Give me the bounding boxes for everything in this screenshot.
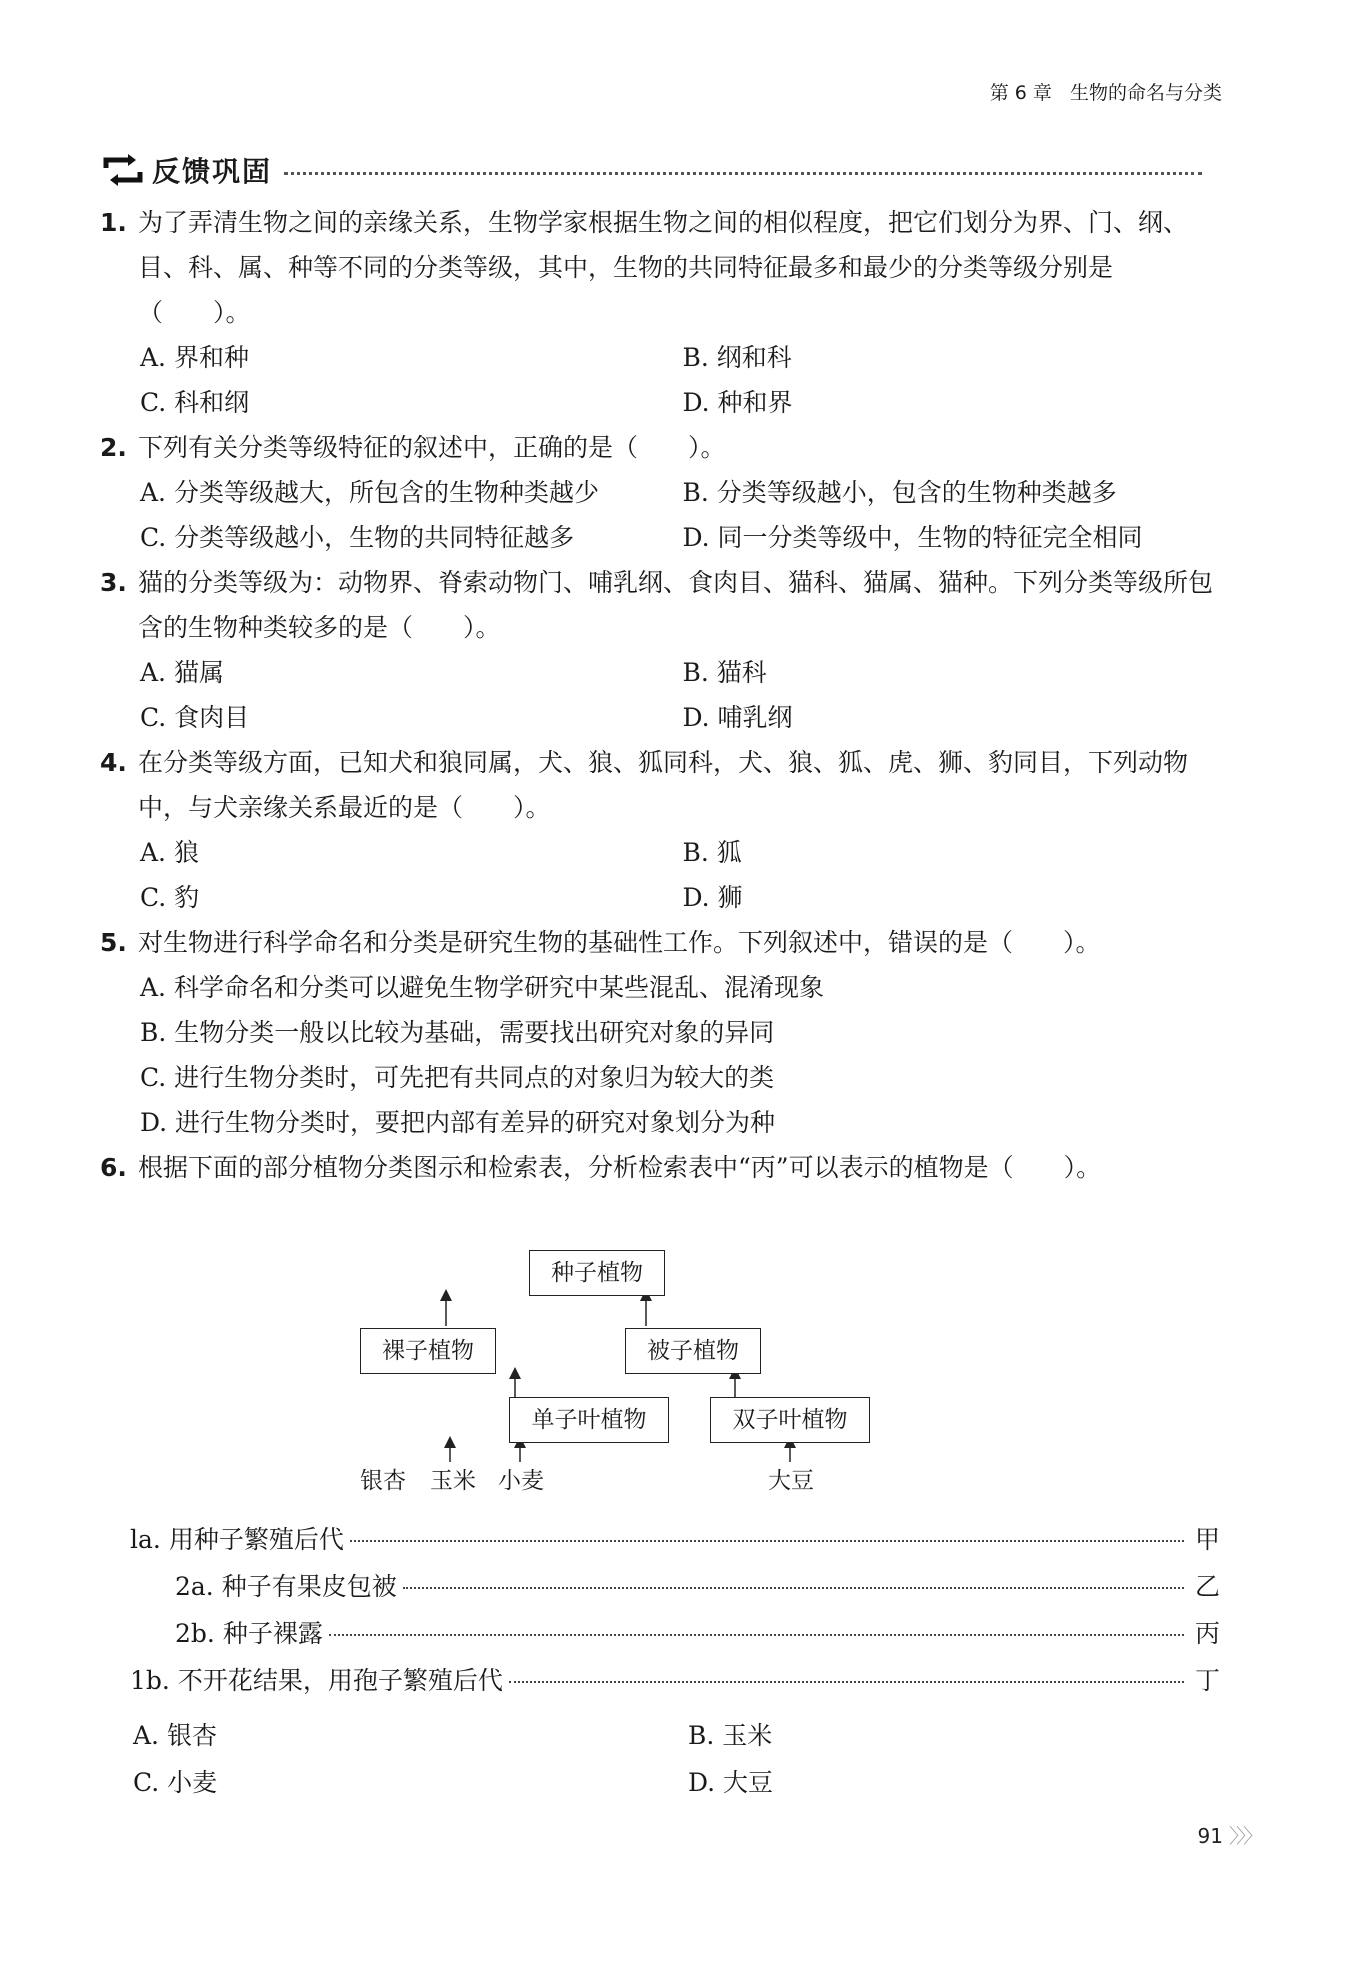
question-number: 6.: [100, 1153, 127, 1182]
question-3: [100, 560, 1225, 650]
question-stem: 下列有关分类等级特征的叙述中，正确的是（ ）。: [138, 433, 726, 462]
key-text: 种子裸露: [222, 1619, 323, 1648]
leaf-corn: 玉米: [430, 1468, 476, 1494]
key-row: [130, 1567, 1220, 1614]
section-title: 反馈巩固: [152, 155, 273, 188]
question-stem: 对生物进行科学命名和分类是研究生物的基础性工作。下列叙述中，错误的是（ ）。: [138, 928, 1101, 957]
question-stem: 为了弄清生物之间的亲缘关系，生物学家根据生物之间的相似程度，把它们划分为界、门、纲、目、科、属、种等不同的分类等级，其中，生物的共同特征最多和最少的分类等级分别是（ ）。: [138, 208, 1189, 327]
key-text: 用种子繁殖后代: [168, 1525, 344, 1554]
question-list: [100, 200, 1225, 1190]
node-monocots: 单子叶植物: [509, 1397, 669, 1443]
question-6: [100, 1145, 1225, 1190]
key-code: 2a.: [175, 1572, 214, 1601]
option-c: C. 分类等级越小，生物的共同特征越多: [140, 523, 575, 552]
option-a: A. 银杏: [133, 1721, 217, 1750]
key-row: [130, 1661, 1220, 1708]
page-number: 91: [1197, 1824, 1223, 1848]
question-4: [100, 740, 1225, 830]
options-2: [140, 470, 1225, 560]
option-c: C. 豹: [140, 883, 200, 912]
option-d: D. 哺乳纲: [682, 703, 793, 732]
question-5: [100, 920, 1225, 965]
key-result: 乙: [1194, 1572, 1220, 1601]
option-c: C. 食肉目: [140, 703, 250, 732]
option-a: A. 猫属: [140, 658, 224, 687]
options-1: [140, 335, 1225, 425]
chapter-title: 生物的命名与分类: [1069, 82, 1222, 104]
node-seed-plants: 种子植物: [529, 1250, 665, 1296]
option-a: A. 狼: [140, 838, 199, 867]
dotted-divider: [284, 172, 1202, 175]
question-number: 1.: [100, 208, 127, 237]
plant-classification-diagram: [360, 1250, 900, 1500]
page-header: [990, 78, 1222, 105]
leaf-ginkgo: 银杏: [360, 1468, 406, 1494]
question-2: [100, 425, 1225, 470]
option-c: C. 进行生物分类时，可先把有共同点的对象归为较大的类: [140, 1063, 775, 1092]
option-c: C. 小麦: [133, 1768, 218, 1797]
leader-dots: [403, 1587, 1184, 1589]
options-5: [140, 965, 1225, 1145]
question-1: [100, 200, 1225, 335]
key-text: 不开花结果，用孢子繁殖后代: [177, 1666, 503, 1695]
option-b: B. 猫科: [682, 658, 767, 687]
question-number: 3.: [100, 568, 127, 597]
question-stem: 猫的分类等级为：动物界、脊索动物门、哺乳纲、食肉目、猫科、猫属、猫种。下列分类等级所包含的生物种类较多的是（ ）。: [138, 568, 1214, 642]
option-b: B. 狐: [682, 838, 742, 867]
option-a: A. 界和种: [140, 343, 249, 372]
option-b: B. 生物分类一般以比较为基础，需要找出研究对象的异同: [140, 1018, 775, 1047]
option-b: B. 分类等级越小，包含的生物种类越多: [682, 478, 1117, 507]
key-row: [130, 1614, 1220, 1661]
option-d: D. 狮: [682, 883, 743, 912]
node-dicots: 双子叶植物: [710, 1397, 870, 1443]
option-c: C. 科和纲: [140, 388, 250, 417]
option-d: D. 大豆: [688, 1768, 774, 1797]
node-gymnosperms: 裸子植物: [360, 1328, 496, 1374]
option-b: B. 纲和科: [682, 343, 792, 372]
page-footer: [1198, 1820, 1260, 1849]
option-d: D. 同一分类等级中，生物的特征完全相同: [682, 523, 1143, 552]
question-number: 4.: [100, 748, 127, 777]
key-row: [130, 1520, 1220, 1567]
key-result: 丁: [1194, 1666, 1220, 1695]
leader-dots: [350, 1540, 1184, 1542]
key-text: 种子有果皮包被: [221, 1572, 397, 1601]
leaf-soybean: 大豆: [768, 1468, 814, 1494]
option-a: A. 科学命名和分类可以避免生物学研究中某些混乱、混淆现象: [140, 973, 824, 1002]
option-d: D. 种和界: [682, 388, 793, 417]
option-d: D. 进行生物分类时，要把内部有差异的研究对象划分为种: [140, 1108, 776, 1137]
question-stem: 在分类等级方面，已知犬和狼同属，犬、狼、狐同科，犬、狼、狐、虎、狮、豹同目，下列动物中，与犬亲缘关系最近的是（ ）。: [138, 748, 1189, 822]
leader-dots: [329, 1634, 1184, 1636]
question-number: 2.: [100, 433, 127, 462]
options-6: [133, 1712, 1243, 1806]
key-code: 2b.: [175, 1619, 215, 1648]
chevrons-right-icon: 〉〉〉: [1229, 1824, 1260, 1848]
node-angiosperms: 被子植物: [625, 1328, 761, 1374]
question-number: 5.: [100, 928, 127, 957]
section-heading: [102, 150, 1202, 190]
option-a: A. 分类等级越大，所包含的生物种类越少: [140, 478, 599, 507]
key-code: 1b.: [130, 1666, 170, 1695]
options-4: [140, 830, 1225, 920]
key-code: la.: [130, 1525, 161, 1554]
leader-dots: [509, 1681, 1184, 1683]
option-b: B. 玉米: [688, 1721, 773, 1750]
leaf-wheat: 小麦: [498, 1468, 544, 1494]
dichotomous-key: [130, 1520, 1220, 1708]
chapter-number: 第 6 章: [989, 82, 1052, 104]
options-3: [140, 650, 1225, 740]
key-result: 甲: [1194, 1525, 1220, 1554]
question-stem: 根据下面的部分植物分类图示和检索表，分析检索表中“丙”可以表示的植物是（ ）。: [138, 1153, 1102, 1182]
key-result: 丙: [1194, 1619, 1220, 1648]
refresh-arrows-icon: [102, 152, 144, 188]
